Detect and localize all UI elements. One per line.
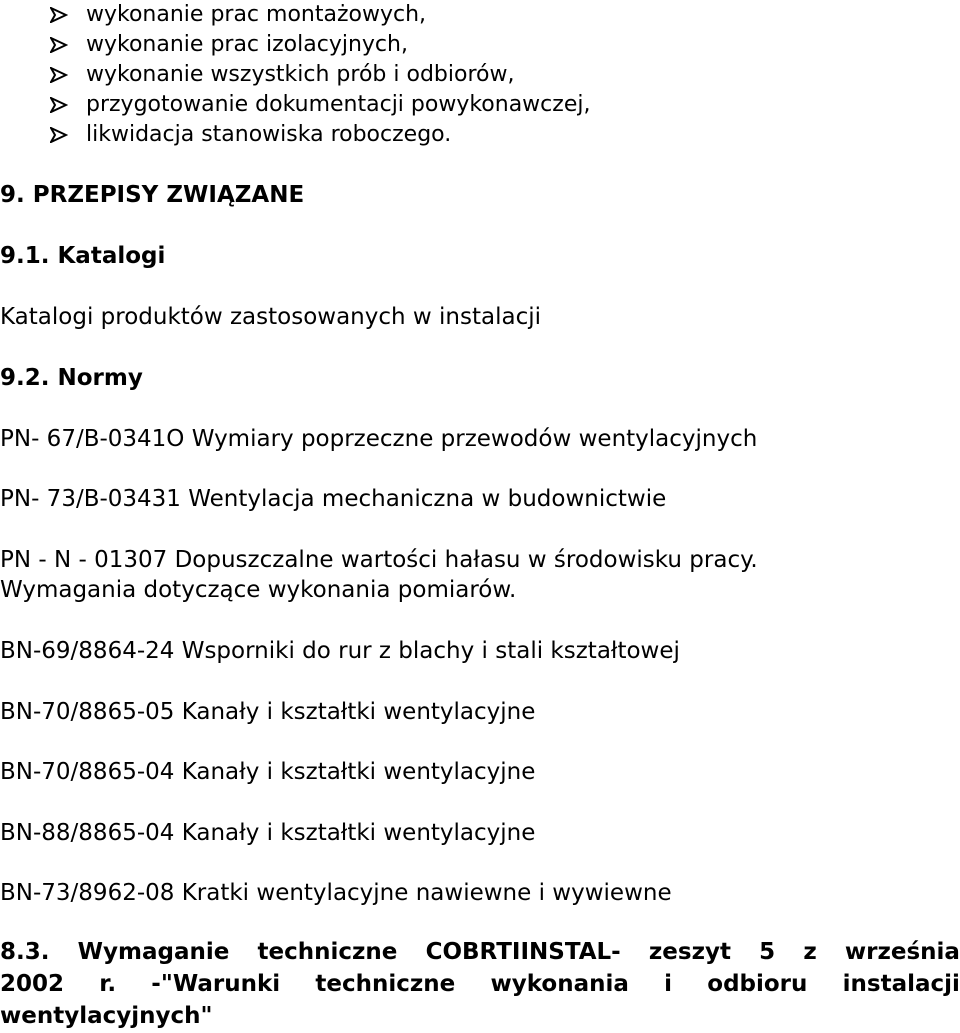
word: 5 xyxy=(759,939,776,965)
word: -"Warunki xyxy=(151,971,281,997)
norm-item: PN - N - 01307 Dopuszczalne wartości hałasu w środowisku pracy. xyxy=(0,547,758,573)
norm-item: BN-69/8864-24 Wsporniki do rur z blachy i stali kształtowej xyxy=(0,638,680,664)
bullet-text: likwidacja stanowiska roboczego. xyxy=(86,122,452,147)
norm-item: PN- 67/B-0341O Wymiary poprzeczne przewodów wentylacyjnych xyxy=(0,426,758,452)
word: r. xyxy=(99,971,117,997)
arrowhead-bullet-icon xyxy=(50,37,68,53)
word: odbioru xyxy=(707,971,808,997)
word: 2002 xyxy=(0,971,65,997)
word: września xyxy=(844,939,960,965)
word: wykonania xyxy=(490,971,629,997)
word: Wymaganie xyxy=(77,939,230,965)
word: zeszyt xyxy=(648,939,731,965)
word: z xyxy=(803,939,817,965)
catalogs-text: Katalogi produktów zastosowanych w instalacji xyxy=(0,304,541,330)
arrowhead-bullet-icon xyxy=(50,127,68,143)
norm-item: BN-70/8865-05 Kanały i kształtki wentylacyjne xyxy=(0,699,536,725)
paragraph-line-2 xyxy=(0,968,960,1000)
word: COBRTIINSTAL- xyxy=(425,939,621,965)
list-item xyxy=(50,90,590,120)
word: techniczne xyxy=(315,971,456,997)
arrowhead-bullet-icon xyxy=(50,7,68,23)
norm-item: BN-88/8865-04 Kanały i kształtki wentylacyjne xyxy=(0,820,536,846)
bullet-text: przygotowanie dokumentacji powykonawczej, xyxy=(86,92,591,117)
bullet-text: wykonanie wszystkich prób i odbiorów, xyxy=(86,62,515,87)
paragraph-line-3: wentylacyjnych" xyxy=(0,1003,213,1029)
technical-requirements-paragraph xyxy=(0,936,960,1032)
list-item xyxy=(50,30,590,60)
word: 8.3. xyxy=(0,939,50,965)
norm-item-continuation: Wymagania dotyczące wykonania pomiarów. xyxy=(0,577,517,603)
list-item xyxy=(50,120,590,150)
bullet-text: wykonanie prac izolacyjnych, xyxy=(86,32,408,57)
norm-item: BN-70/8865-04 Kanały i kształtki wentylacyjne xyxy=(0,759,536,785)
paragraph-line-1 xyxy=(0,936,960,968)
arrowhead-bullet-icon xyxy=(50,97,68,113)
word: i xyxy=(664,971,673,997)
bullet-text: wykonanie prac montażowych, xyxy=(86,2,427,27)
subsection-heading-norms: 9.2. Normy xyxy=(0,365,143,391)
section-heading: 9. PRZEPISY ZWIĄZANE xyxy=(0,182,305,208)
list-item xyxy=(50,60,590,90)
subsection-heading-catalogs: 9.1. Katalogi xyxy=(0,243,166,269)
list-item xyxy=(50,0,590,30)
bullet-list xyxy=(50,0,590,150)
word: instalacji xyxy=(842,971,960,997)
norm-item: BN-73/8962-08 Kratki wentylacyjne nawiewne i wywiewne xyxy=(0,880,672,906)
word: techniczne xyxy=(257,939,398,965)
norm-item: PN- 73/B-03431 Wentylacja mechaniczna w budownictwie xyxy=(0,486,667,512)
arrowhead-bullet-icon xyxy=(50,67,68,83)
